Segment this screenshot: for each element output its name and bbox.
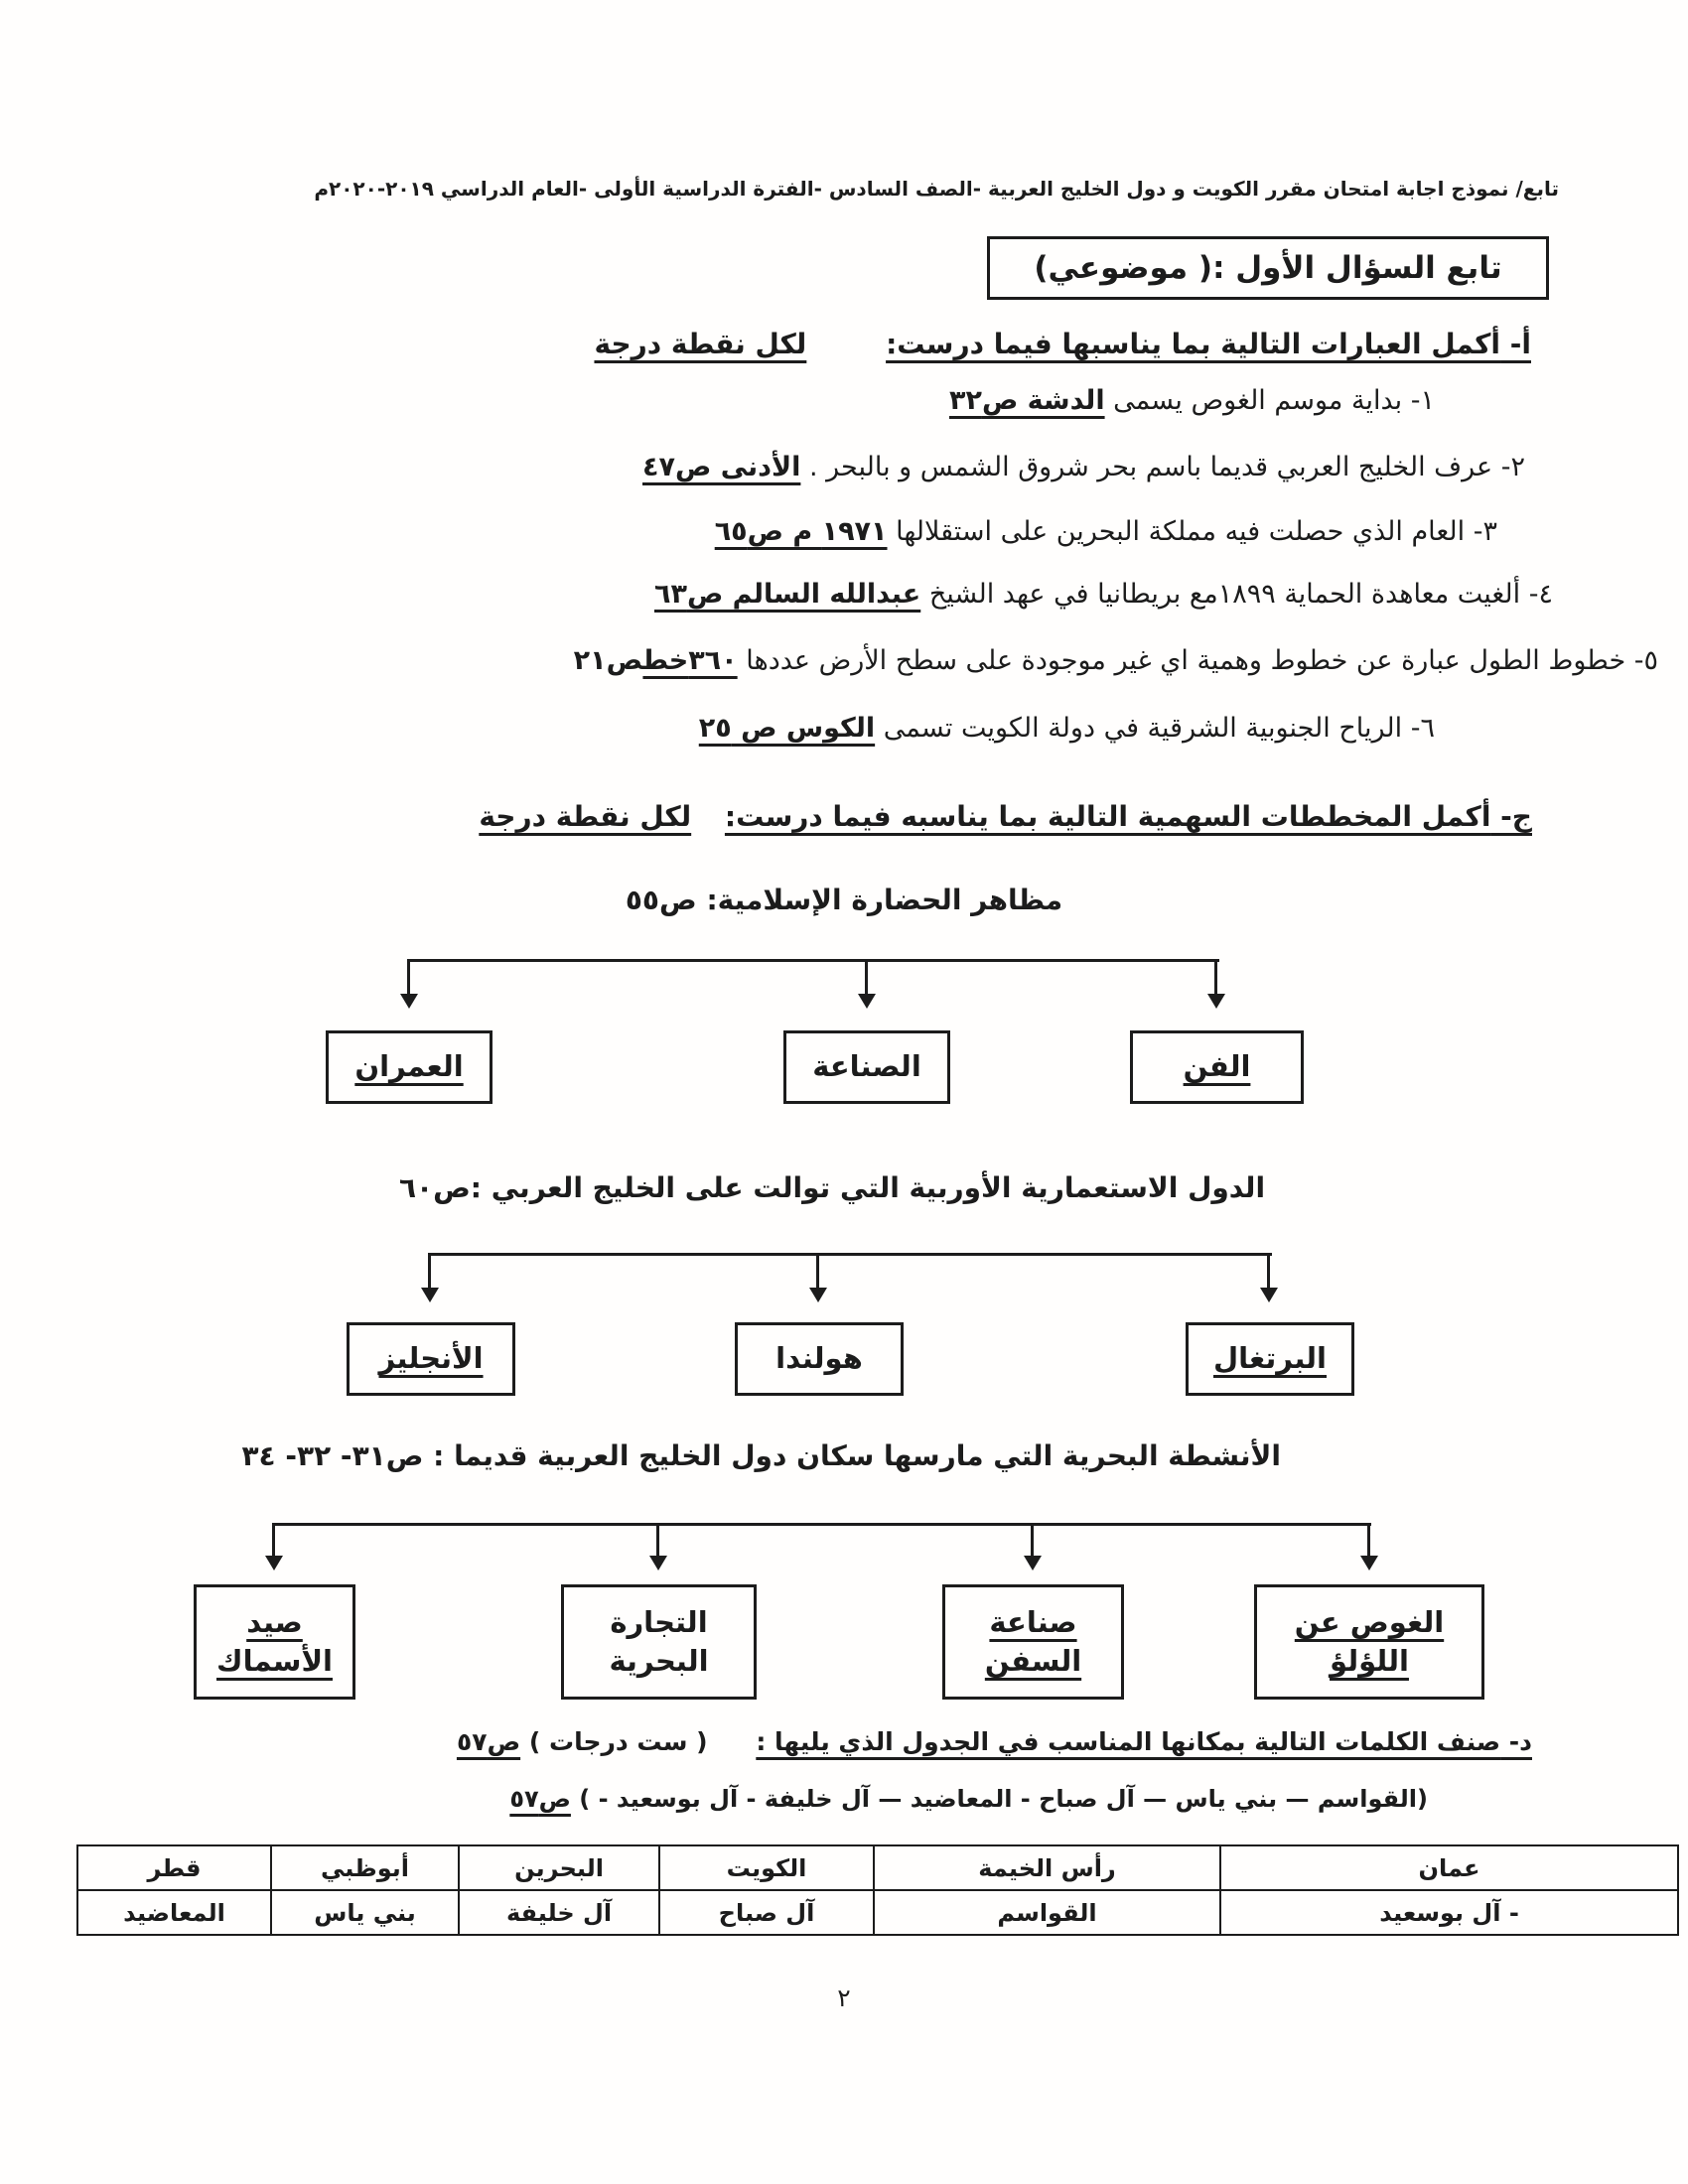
section-d-ref: ص٥٧ bbox=[456, 1727, 521, 1756]
table-cell-bahrain-answer: آل خليفة bbox=[459, 1890, 659, 1935]
flowchart-colonial-states bbox=[0, 1161, 1688, 1439]
section-a-title: أكمل العبارات التالية بما يناسبها فيما درست: bbox=[886, 328, 1501, 360]
table-cell-abudhabi-answer: بني ياس bbox=[271, 1890, 459, 1935]
question-title-text: تابع السؤال الأول :( موضوعي) bbox=[1034, 250, 1502, 286]
table-answer-row bbox=[77, 1890, 1678, 1935]
item-5-ref: ص٢١ bbox=[573, 645, 643, 676]
flowchart-1-arrow-icon bbox=[407, 959, 410, 1005]
item-5-answer: ٣٦٠خط bbox=[642, 645, 738, 676]
section-c-prefix: ج- bbox=[1490, 800, 1532, 833]
section-d-note: ( ست درجات ) bbox=[528, 1727, 708, 1756]
flowchart-1-arrow-icon bbox=[865, 959, 868, 1005]
question-item-6 bbox=[699, 713, 1435, 744]
flowchart-1-connector-line bbox=[409, 959, 1219, 962]
section-c-heading bbox=[479, 800, 1532, 833]
section-d-heading bbox=[457, 1727, 1532, 1756]
question-item-3 bbox=[715, 516, 1497, 547]
table-cell-oman-answer: - آل بوسعيد bbox=[1220, 1890, 1678, 1935]
classification-table bbox=[76, 1844, 1679, 1936]
section-a-note: لكل نقطة درجة bbox=[594, 328, 807, 360]
table-header-kuwait: الكويت bbox=[659, 1845, 874, 1890]
flowchart-1-box-art: الفن bbox=[1130, 1030, 1304, 1104]
flowchart-2-arrow-icon bbox=[428, 1253, 431, 1298]
table-cell-kuwait-answer: آل صباح bbox=[659, 1890, 874, 1935]
item-2-answer: الأدنى ص٤٧ bbox=[642, 452, 801, 482]
item-4-answer: عبدالله السالم ص٦٣ bbox=[653, 579, 921, 610]
flowchart-2-arrow-icon bbox=[1267, 1253, 1270, 1298]
table-cell-qatar-answer: المعاضيد bbox=[77, 1890, 271, 1935]
item-1-text: ١- بداية موسم الغوص يسمى bbox=[1104, 385, 1435, 416]
section-d-prefix: د- bbox=[1500, 1727, 1532, 1756]
flowchart-1-box-architecture: العمران bbox=[326, 1030, 492, 1104]
flowchart-3-arrow-icon bbox=[1031, 1523, 1034, 1567]
flowchart-2-connector-line bbox=[430, 1253, 1272, 1256]
word-bank-ref: ص٥٧ bbox=[509, 1785, 571, 1813]
flowchart-3-box-fishing: صيد الأسماك bbox=[194, 1584, 355, 1700]
flowchart-2-arrow-icon bbox=[816, 1253, 819, 1298]
flowchart-2-title: الدول الاستعمارية الأوربية التي توالت على الخليج العربي :ص٦٠ bbox=[398, 1171, 1266, 1204]
flowchart-3-box-sea-trade: التجارة البحرية bbox=[561, 1584, 757, 1700]
flowchart-3-arrow-icon bbox=[656, 1523, 659, 1567]
item-6-text: ٦- الرياح الجنوبية الشرقية في دولة الكويت تسمى bbox=[875, 713, 1435, 744]
question-item-1 bbox=[949, 385, 1435, 416]
table-header-qatar: قطر bbox=[77, 1845, 271, 1890]
table-header-ras-al-khaimah: رأس الخيمة bbox=[874, 1845, 1220, 1890]
item-4-text: ٤- ألغيت معاهدة الحماية ١٨٩٩مع بريطانيا في عهد الشيخ bbox=[920, 579, 1553, 610]
flowchart-3-arrow-icon bbox=[272, 1523, 275, 1567]
question-item-4 bbox=[654, 579, 1553, 610]
flowchart-2-box-english: الأنجليز bbox=[347, 1322, 515, 1396]
section-c-title: أكمل المخططات السهمية التالية بما يناسبه فيما درست: bbox=[724, 800, 1491, 833]
table-header-abudhabi: أبوظبي bbox=[271, 1845, 459, 1890]
item-5-text: ٥- خطوط الطول عبارة عن خطوط وهمية اي غير موجودة على سطح الأرض عددها bbox=[737, 645, 1658, 676]
document-header-line: تابع/ نموذج اجابة امتحان مقرر الكويت و دول الخليج العربية -الصف السادس -الفترة الدراسية الأولى -العام الدراسي ٢٠١٩-٢٠٢٠م bbox=[314, 177, 1559, 201]
table-header-oman: عمان bbox=[1220, 1845, 1678, 1890]
item-1-answer: الدشة ص٣٢ bbox=[948, 385, 1105, 416]
flowchart-3-box-pearl-diving: الغوص عن اللؤلؤ bbox=[1254, 1584, 1484, 1700]
table-cell-rak-answer: القواسم bbox=[874, 1890, 1220, 1935]
flowchart-1-arrow-icon bbox=[1214, 959, 1217, 1005]
section-a-prefix: أ- bbox=[1500, 328, 1531, 360]
page-number: ٢ bbox=[837, 1983, 851, 2012]
flowchart-3-box-shipbuilding: صناعة السفن bbox=[942, 1584, 1124, 1700]
flowchart-islamic-civilization bbox=[0, 884, 1688, 1161]
question-item-5 bbox=[574, 645, 1658, 676]
flowchart-3-connector-line bbox=[274, 1523, 1371, 1526]
section-d-title: صنف الكلمات التالية بمكانها المناسب في الجدول الذي يليها : bbox=[756, 1727, 1501, 1756]
word-bank-line bbox=[509, 1785, 1428, 1813]
flowchart-2-box-holland: هولندا bbox=[735, 1322, 904, 1396]
table-header-row bbox=[77, 1845, 1678, 1890]
item-3-text: ٣- العام الذي حصلت فيه مملكة البحرين على استقلالها bbox=[887, 516, 1497, 547]
item-3-answer: ١٩٧١ م ص٦٥ bbox=[714, 516, 888, 547]
word-bank-words: (القواسم — بني ياس — آل صباح - المعاضيد — آل خليفة - آل بوسعيد - ) bbox=[579, 1785, 1428, 1813]
item-2-text: ٢- عرف الخليج العربي قديما باسم بحر شروق الشمس و بالبحر . bbox=[800, 452, 1525, 482]
section-a-heading bbox=[594, 328, 1531, 360]
flowchart-1-title: مظاهر الحضارة الإسلامية: ص٥٥ bbox=[625, 884, 1063, 916]
flowchart-marine-activities bbox=[0, 1428, 1688, 1755]
item-6-answer: الكوس ص ٢٥ bbox=[698, 713, 876, 744]
flowchart-1-box-industry: الصناعة bbox=[783, 1030, 950, 1104]
section-c-note: لكل نقطة درجة bbox=[479, 800, 692, 833]
flowchart-3-title: الأنشطة البحرية التي مارسها سكان دول الخليج العربية قديما : ص٣١- ٣٢- ٣٤ bbox=[241, 1439, 1281, 1472]
table-header-bahrain: البحرين bbox=[459, 1845, 659, 1890]
flowchart-3-arrow-icon bbox=[1367, 1523, 1370, 1567]
question-title-box bbox=[987, 236, 1549, 300]
flowchart-2-box-portugal: البرتغال bbox=[1186, 1322, 1354, 1396]
question-item-2 bbox=[642, 452, 1525, 482]
